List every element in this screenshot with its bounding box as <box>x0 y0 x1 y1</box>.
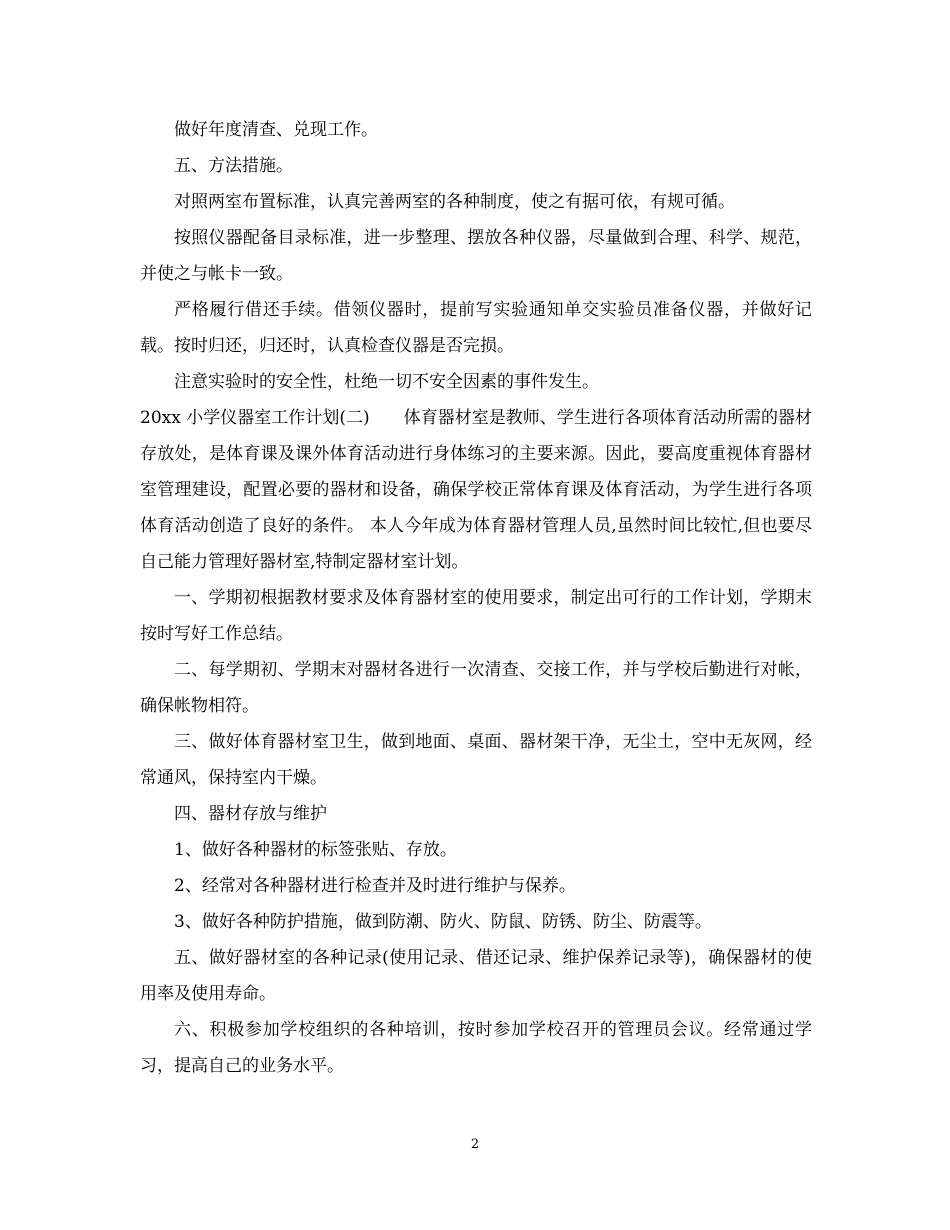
list-item: 六、积极参加学校组织的各种培训，按时参加学校召开的管理员会议。经常通过学习，提高自己的业务水平。 <box>140 1020 812 1076</box>
list-item: 五、做好器材室的各种记录(使用记录、借还记录、维护保养记录等)，确保器材的使用率及使用寿命。 <box>140 948 812 1004</box>
section-heading: 五、方法措施。 <box>174 156 293 176</box>
document-body <box>140 112 812 1084</box>
list-item: 2、经常对各种器材进行检查并及时进行维护与保养。 <box>174 876 576 896</box>
paragraph: 按照仪器配备目录标准，进一步整理、摆放各种仪器，尽量做到合理、科学、规范，并使之与帐卡一致。 <box>140 228 812 284</box>
paragraph: 做好年度清查、兑现工作。 <box>174 120 378 140</box>
list-item: 二、每学期初、学期末对器材各进行一次清查、交接工作，并与学校后勤进行对帐，确保帐物相符。 <box>140 660 812 716</box>
list-item: 三、做好体育器材室卫生，做到地面、桌面、器材架干净，无尘土，空中无灰网，经常通风，保持室内干燥。 <box>140 732 812 788</box>
page-number: 2 <box>470 1137 480 1152</box>
section-title-paragraph: 20xx 小学仪器室工作计划(二) 体育器材室是教师、学生进行各项体育活动所需的器材存放处，是体育课及课外体育活动进行身体练习的主要来源。因此，要高度重视体育器材室管理建设，配置必要的器材和设备，确保学校正常体育课及体育活动，为学生进行各项体育活动创造了良好的条件。 本人今年成为体育器材管理人员,虽然时间比较忙,但也要尽自己能力管理好器材室,特制定器材室计划。 <box>140 408 812 572</box>
paragraph: 对照两室布置标准，认真完善两室的各种制度，使之有据可依，有规可循。 <box>174 192 735 212</box>
list-item: 1、做好各种器材的标签张贴、存放。 <box>174 840 457 860</box>
list-item: 一、学期初根据教材要求及体育器材室的使用要求，制定出可行的工作计划，学期末按时写好工作总结。 <box>140 588 812 644</box>
paragraph: 注意实验时的安全性，杜绝一切不安全因素的事件发生。 <box>174 372 599 392</box>
list-item: 3、做好各种防护措施，做到防潮、防火、防鼠、防锈、防尘、防震等。 <box>174 912 712 932</box>
paragraph: 严格履行借还手续。借领仪器时，提前写实验通知单交实验员准备仪器，并做好记载。按时归还，归还时，认真检查仪器是否完损。 <box>140 300 812 356</box>
section-heading: 四、器材存放与维护 <box>174 804 327 824</box>
